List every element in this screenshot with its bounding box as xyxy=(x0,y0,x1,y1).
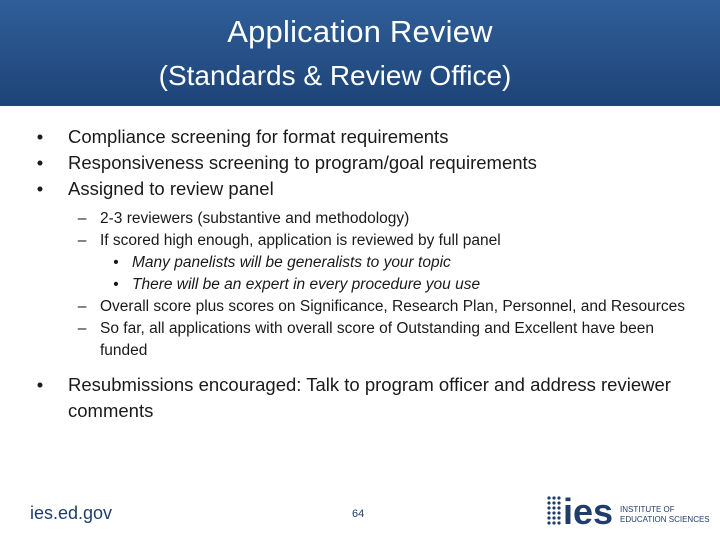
bullet-text: Responsiveness screening to program/goal requirements xyxy=(68,152,537,173)
logo-dot-grid-icon xyxy=(547,496,560,524)
sub-sub-bullet-text: There will be an expert in every procedure you use xyxy=(132,276,481,293)
sub-bullet-text: Overall score plus scores on Significance, Research Plan, Personnel, and Resources xyxy=(100,298,685,315)
ies-logo xyxy=(546,488,710,528)
slide-title: Application Review xyxy=(227,14,493,49)
bullet-icon: • xyxy=(113,276,119,293)
bullet-icon: • xyxy=(113,254,119,271)
bullet-item xyxy=(30,372,700,424)
bullet-item xyxy=(30,150,700,176)
dash-icon: – xyxy=(77,210,87,227)
page-number: 64 xyxy=(352,508,365,520)
logo-text-line2: EDUCATION SCIENCES xyxy=(620,515,710,524)
sub-bullet-text: So far, all applications with overall score of Outstanding and Excellent have been funded xyxy=(100,320,655,359)
bullet-icon: • xyxy=(36,126,44,147)
bullet-item xyxy=(30,176,700,202)
slide-header xyxy=(0,0,720,106)
sub-bullet-text: 2-3 reviewers (substantive and methodology) xyxy=(100,210,410,227)
bullet-text: Assigned to review panel xyxy=(68,178,274,199)
sub-bullet-text: If scored high enough, application is reviewed by full panel xyxy=(100,232,501,249)
bullet-list xyxy=(30,124,700,424)
bullet-icon: • xyxy=(36,178,44,199)
sub-bullet-item xyxy=(30,208,700,230)
bullet-icon: • xyxy=(36,374,44,395)
sub-sub-bullet-item xyxy=(30,274,700,296)
bullet-icon: • xyxy=(36,152,44,173)
footer-website: ies.ed.gov xyxy=(30,503,113,523)
dash-icon: – xyxy=(77,232,87,249)
slide-subtitle: (Standards & Review Office) xyxy=(158,60,512,91)
bullet-text: Compliance screening for format requirements xyxy=(68,126,449,147)
dash-icon: – xyxy=(77,298,87,315)
dash-icon: – xyxy=(77,320,87,337)
logo-text-line1: INSTITUTE OF xyxy=(620,505,675,514)
sub-sub-bullet-item xyxy=(30,252,700,274)
sub-bullet-item xyxy=(30,318,700,362)
bullet-text: Resubmissions encouraged: Talk to program officer and address reviewer comments xyxy=(68,374,671,421)
sub-sub-bullet-text: Many panelists will be generalists to your topic xyxy=(132,254,451,271)
logo-wordmark: ies xyxy=(563,491,614,528)
sub-bullet-item xyxy=(30,296,700,318)
sub-bullet-item xyxy=(30,230,700,252)
bullet-item xyxy=(30,124,700,150)
